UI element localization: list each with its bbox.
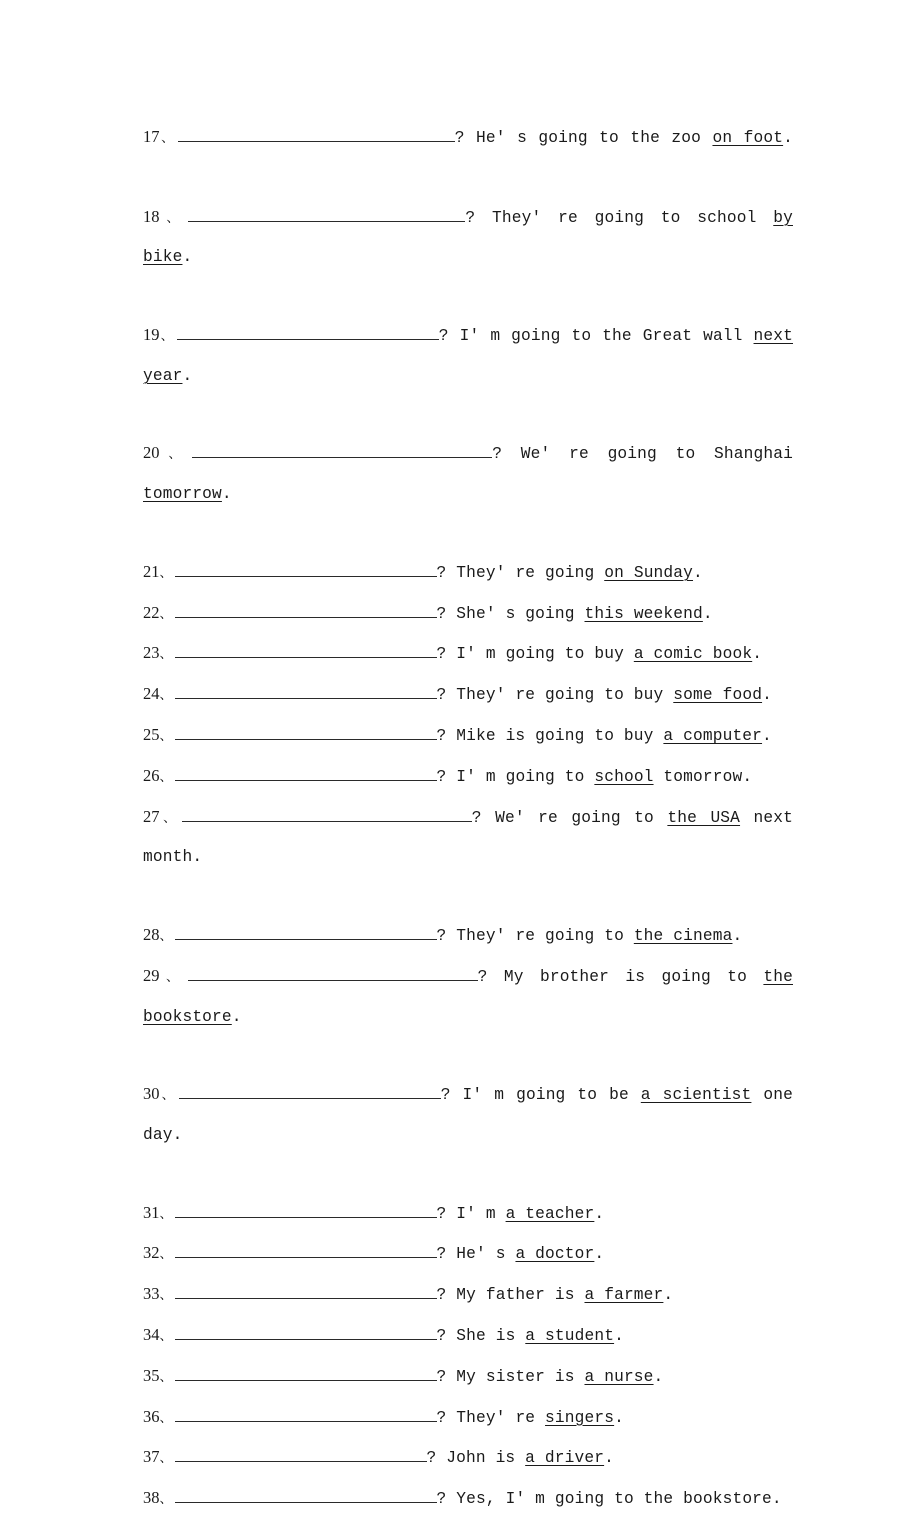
item-number: 34 [143,1324,160,1344]
apostrophe: ' [495,926,506,945]
prompt-text: ? I [436,645,467,664]
answer-tail: tomorrow. [653,767,753,786]
item-separator: 、 [159,210,187,226]
item-number: 19 [143,324,160,344]
item-separator: 、 [159,131,176,146]
underlined-answer: school [594,767,654,786]
answer-blank[interactable] [175,764,437,780]
item-separator: 、 [159,1247,173,1263]
answer-tail: . [594,1204,605,1223]
item-number: 17 [143,127,160,146]
item-number: 27 [143,806,160,826]
apostrophe: ' [466,767,476,786]
item-separator: 、 [159,688,173,704]
answer-tail: . [762,686,772,705]
exercise-item [143,1398,793,1439]
answer-blank[interactable] [182,805,472,821]
item-number: 28 [143,924,160,944]
exercise-item [143,118,793,198]
exercise-item [143,757,793,798]
item-separator: 、 [159,1369,173,1385]
answer-tail: next month. [143,808,793,867]
item-separator: 、 [159,1328,173,1344]
prompt-text: ? John is [426,1449,526,1468]
underlined-answer: next year [143,326,793,385]
answer-blank[interactable] [192,442,492,458]
exercise-list [143,118,793,1520]
exercise-item [143,1357,793,1398]
prompt-text: ? My brother is going to [477,967,764,986]
answer-blank[interactable] [175,601,437,617]
prompt-text: ? They [436,563,496,582]
answer-blank[interactable] [188,964,478,980]
exercise-item [143,434,793,552]
answer-blank[interactable] [175,683,437,699]
answer-text: m going to be [482,1086,641,1105]
answer-text: re going to buy [505,686,674,705]
exercise-item [143,198,793,316]
exercise-item [143,1275,793,1316]
prompt-text: ? We [471,808,515,827]
item-separator: 、 [159,606,173,622]
underlined-answer: a farmer [584,1286,664,1305]
answer-text: m [475,1204,506,1223]
answer-text: s going [495,604,585,623]
exercise-item [143,316,793,434]
item-separator: 、 [159,928,173,944]
item-separator: 、 [159,769,173,785]
exercise-item [143,675,793,716]
underlined-answer: a scientist [640,1086,752,1105]
item-number: 23 [143,643,160,663]
item-number: 32 [143,1243,160,1263]
apostrophe: ' [469,326,480,345]
prompt-text: ? They [436,926,496,945]
answer-text: m going to the bookstore. [525,1490,782,1509]
prompt-text: ? My father is [436,1286,585,1305]
prompt-text: ? We [492,445,541,464]
answer-tail: . [752,645,763,664]
exercise-item [143,1075,793,1193]
prompt-text: ? I [436,767,467,786]
underlined-answer: a computer [663,726,763,745]
apostrophe: ' [475,1245,486,1264]
answer-blank[interactable] [175,1446,427,1462]
answer-tail: . [231,1007,242,1026]
underlined-answer: a student [525,1326,615,1345]
answer-tail: . [604,1449,614,1468]
answer-text: s [485,1245,516,1264]
item-separator: 、 [159,1410,173,1426]
apostrophe: ' [495,129,506,147]
item-separator: 、 [159,1288,173,1304]
underlined-answer: by bike [143,208,793,267]
prompt-text: ? He [454,129,496,147]
answer-blank[interactable] [179,1083,441,1099]
item-separator: 、 [159,969,186,985]
item-number: 35 [143,1365,160,1385]
answer-blank[interactable] [175,724,437,740]
prompt-text: ? She is [436,1326,526,1345]
underlined-answer: tomorrow [143,485,222,504]
underlined-answer: the bookstore [143,967,793,1026]
item-separator: 、 [159,1206,173,1222]
prompt-text: ? I [438,326,470,345]
exercise-item [143,634,793,675]
answer-blank[interactable] [177,324,439,340]
exercise-item [143,1194,793,1235]
apostrophe: ' [495,563,506,582]
item-number: 20 [143,443,160,463]
exercise-item [143,1316,793,1357]
item-separator: 、 [159,1492,173,1508]
answer-text: m going to the Great wall [479,326,754,345]
answer-blank[interactable] [175,1364,437,1380]
item-number: 33 [143,1284,160,1304]
answer-text: re going [505,563,605,582]
answer-blank[interactable] [175,1283,437,1299]
answer-tail: . [663,1286,674,1305]
underlined-answer: the cinema [633,926,733,945]
answer-text: s going to the zoo [505,129,713,147]
answer-tail: . [702,604,713,623]
answer-tail: . [594,1245,605,1264]
answer-blank[interactable] [175,924,437,940]
underlined-answer: a comic book [633,645,753,664]
item-number: 31 [143,1202,160,1222]
exercise-item [143,957,793,1075]
item-separator: 、 [159,1088,177,1104]
item-separator: 、 [159,328,175,344]
apostrophe: ' [531,208,542,227]
prompt-text: ? I [440,1086,473,1105]
answer-text: re going to [505,926,634,945]
exercise-item [143,798,793,916]
answer-blank[interactable] [178,126,455,142]
apostrophe: ' [472,1086,483,1105]
item-separator: 、 [159,728,173,744]
answer-tail: . [182,248,193,267]
underlined-answer: a teacher [505,1204,595,1223]
item-separator: 、 [159,565,173,581]
item-separator: 、 [159,1451,173,1467]
underlined-answer: a doctor [515,1245,595,1264]
answer-tail: . [762,726,772,745]
underlined-answer: this weekend [584,604,703,623]
underlined-answer: a nurse [584,1367,654,1386]
prompt-text: ? Mike is going to buy [436,726,664,745]
answer-tail: . [783,129,793,147]
apostrophe: ' [485,604,496,623]
prompt-text: ? She [436,604,486,623]
underlined-answer: the USA [667,808,741,827]
answer-tail: . [732,926,743,945]
apostrophe: ' [540,445,551,464]
apostrophe: ' [495,1408,506,1427]
answer-text: m going to buy [475,645,634,664]
prompt-text: ? I [436,1204,467,1223]
answer-tail: . [182,366,193,385]
item-separator: 、 [159,647,173,663]
underlined-answer: a driver [525,1449,605,1468]
underlined-answer: on Sunday [604,563,694,582]
answer-blank[interactable] [175,1324,437,1340]
answer-tail: . [221,485,232,504]
exercise-item [143,916,793,957]
item-number: 24 [143,684,160,704]
item-number: 25 [143,724,160,744]
answer-text: m going to [475,767,595,786]
item-separator: 、 [159,447,191,463]
answer-blank[interactable] [175,1242,437,1258]
exercise-item [143,1479,793,1520]
apostrophe: ' [466,1204,476,1223]
prompt-text: ? They [436,686,496,705]
answer-text: re going to [524,808,668,827]
apostrophe: ' [495,686,506,705]
apostrophe: ' [515,1490,526,1509]
answer-tail: . [653,1367,664,1386]
item-number: 21 [143,561,160,581]
exercise-item [143,716,793,757]
exercise-item [143,553,793,594]
prompt-text: ? My sister is [436,1367,585,1386]
answer-text: re going to Shanghai [550,445,793,464]
item-number: 22 [143,602,160,622]
answer-blank[interactable] [175,1405,437,1421]
answer-tail: . [614,1326,624,1345]
answer-tail: . [693,563,703,582]
exercise-item [143,1234,793,1275]
underlined-answer: singers [545,1408,615,1427]
answer-tail: one day. [143,1086,793,1144]
item-separator: 、 [159,810,180,826]
item-number: 38 [143,1488,160,1508]
item-number: 30 [143,1084,160,1104]
item-number: 29 [143,965,160,985]
item-number: 18 [143,206,160,226]
answer-blank[interactable] [188,205,465,221]
exercise-item [143,1438,793,1479]
apostrophe: ' [514,808,525,827]
answer-blank[interactable] [175,560,437,576]
answer-blank[interactable] [175,1201,437,1217]
apostrophe: ' [466,645,476,664]
prompt-text: ? Yes, I [436,1490,516,1509]
underlined-answer: on foot [712,129,784,147]
answer-text: re going to school [541,208,774,227]
answer-text: re [505,1408,546,1427]
answer-blank[interactable] [175,642,437,658]
item-number: 36 [143,1406,160,1426]
item-number: 37 [143,1447,160,1467]
prompt-text: ? They [436,1408,496,1427]
prompt-text: ? They [465,208,532,227]
answer-tail: . [614,1408,624,1427]
answer-blank[interactable] [175,1487,437,1503]
exercise-item [143,594,793,635]
item-number: 26 [143,765,160,785]
prompt-text: ? He [436,1245,476,1264]
underlined-answer: some food [673,686,763,705]
